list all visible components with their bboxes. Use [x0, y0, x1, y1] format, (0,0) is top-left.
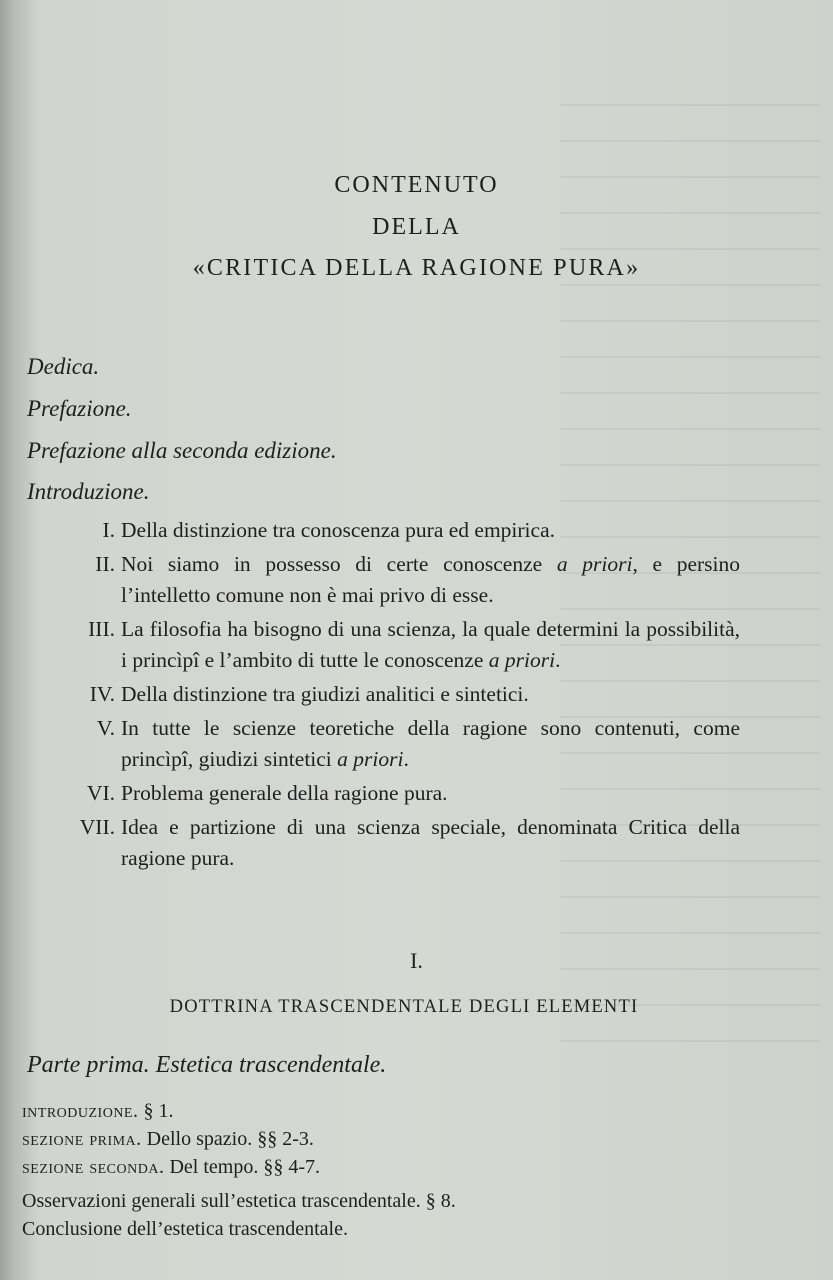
- title-line-3: «CRITICA DELLA RAGIONE PURA»: [192, 255, 641, 281]
- dedica-entry: Dedica.: [27, 354, 100, 379]
- list-item: V. In tutte le scienze teoretiche della ragione sono contenuti, come princìpî, giudizi sintetici a priori.: [96, 716, 740, 771]
- toc-line: introduzione. § 1.: [22, 1100, 174, 1122]
- section-title: Parte prima. Estetica trascendentale.: [27, 1052, 387, 1078]
- toc-line: Osservazioni generali sull’estetica trascendentale. § 8.: [22, 1190, 456, 1212]
- list-item: VI. Problema generale della ragione pura.: [86, 781, 448, 805]
- title-line-1: CONTENUTO: [334, 172, 499, 198]
- title-line-2: DELLA: [372, 214, 461, 240]
- part-heading: DOTTRINA TRASCENDENTALE DEGLI ELEMENTI: [169, 997, 639, 1017]
- list-item: III. La filosofia ha bisogno di una scienza, la quale determini la possibilità, i princìpî e l’ambito di tutte le conoscenze a priori.: [88, 617, 740, 672]
- toc-line: sezione prima. Dello spazio. §§ 2-3.: [22, 1128, 314, 1150]
- toc-line: sezione seconda. Del tempo. §§ 4-7.: [22, 1156, 320, 1178]
- list-item: II. Noi siamo in possesso di certe conoscenze a priori, e persino l’intelletto comune non è mai privo di esse.: [95, 552, 741, 607]
- prefazione-entry: Prefazione.: [27, 396, 132, 421]
- list-item: IV. Della distinzione tra giudizi analitici e sintetici.: [89, 682, 529, 706]
- list-item: VII. Idea e partizione di una scienza speciale, denominata Critica della ragione pura.: [79, 815, 740, 870]
- part-roman-numeral: I.: [410, 948, 423, 973]
- prefazione-seconda-entry: Prefazione alla seconda edizione.: [27, 438, 337, 463]
- list-item: I. Della distinzione tra conoscenza pura ed empirica.: [102, 518, 555, 542]
- introduzione-list: [60, 515, 740, 877]
- introduzione-entry: Introduzione.: [27, 479, 150, 504]
- toc-line: Conclusione dell’estetica trascendentale.: [22, 1218, 348, 1240]
